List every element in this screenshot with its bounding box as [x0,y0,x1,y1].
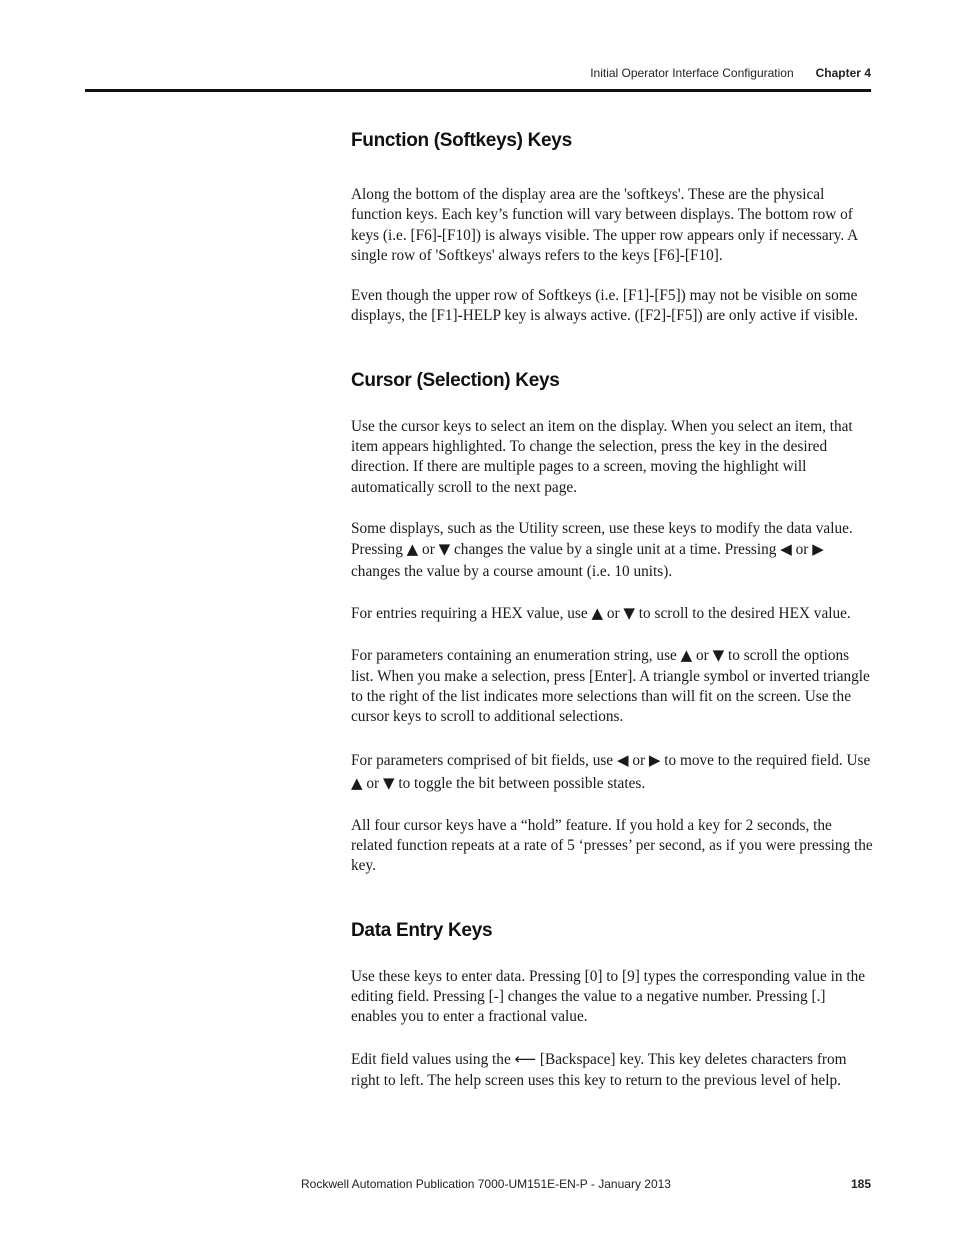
header-section-title: Initial Operator Interface Configuration [590,66,794,80]
down-arrow-icon: ▼ [712,646,725,665]
data-entry-paragraph-2: Edit field values using the ⟵ [Backspace] key. This key deletes characters from right to left. The help screen uses this key to return to the previous level of help. [351,1050,847,1089]
down-arrow-icon: ▼ [382,773,395,792]
up-arrow-icon: ▲ [351,773,363,792]
heading-data-entry-keys: Data Entry Keys [351,919,493,941]
left-arrow-icon: ◀ [616,750,629,769]
down-arrow-icon: ▼ [623,604,635,623]
up-arrow-icon: ▲ [680,646,693,665]
data-entry-paragraph-1: Use these keys to enter data. Pressing [0] to [9] types the corresponding value in the editing field. Pressing [-] changes the value to a negative number. Pressing [.] enables you to enter a fractional value. [351,967,866,1026]
header-rule [85,89,871,92]
cursor-keys-paragraph-6: All four cursor keys have a “hold” feature. If you hold a key for 2 seconds, the related function repeats at a rate of 5 ‘presses’ per second, as if you were pressing the key. [351,816,873,875]
cursor-keys-paragraph-1: Use the cursor keys to select an item on the display. When you select an item, that item appears highlighted. To change the selection, press the key in the desired direction. If there are multiple pages to a screen, moving the highlight will automatically scroll to the next page. [351,417,853,496]
heading-function-keys: Function (Softkeys) Keys [351,130,572,151]
down-arrow-icon: ▼ [438,540,451,559]
header-chapter: Chapter 4 [815,66,871,80]
backspace-arrow-icon: ⟵ [514,1050,537,1069]
running-header [590,66,871,80]
footer-publication: Rockwell Automation Publication 7000-UM151E-EN-P - January 2013 [301,1177,671,1191]
right-arrow-icon: ▶ [812,540,824,559]
up-arrow-icon: ▲ [406,540,419,559]
right-arrow-icon: ▶ [648,750,661,769]
cursor-keys-paragraph-4: For parameters containing an enumeration string, use ▲ or ▼ to scroll the options list. When you make a selection, press [Enter]. A triangle symbol or inverted triangle to the right of the list indicates more selections than will fit on the screen. Use the cursor keys to scroll to additional selections. [351,646,870,726]
up-arrow-icon: ▲ [591,604,603,623]
left-arrow-icon: ◀ [780,540,792,559]
function-keys-paragraph-2: Even though the upper row of Softkeys (i.e. [F1]-[F5]) may not be visible on some displays, the [F1]-HELP key is always active. ([F2]-[F5]) are only active if visible. [351,287,859,325]
cursor-keys-paragraph-2: Some displays, such as the Utility screen, use these keys to modify the data value. Pressing ▲ or ▼ changes the value by a single unit at a time. Pressing ◀ or ▶ changes the value by a course amount (i.e. 10 units). [351,519,853,580]
footer-page-number: 185 [850,1177,871,1191]
heading-cursor-keys: Cursor (Selection) Keys [351,369,560,391]
cursor-keys-paragraph-5: For parameters comprised of bit fields, use ◀ or ▶ to move to the required field. Use ▲ or ▼ to toggle the bit between possible states. [351,750,871,792]
page-content [351,130,873,1091]
cursor-keys-paragraph-3: For entries requiring a HEX value, use ▲ or ▼ to scroll to the desired HEX value. [351,604,851,623]
function-keys-paragraph-1: Along the bottom of the display area are the 'softkeys'. These are the physical function keys. Each key’s function will vary between displays. The bottom row of keys (i.e. [F6]-[F10]) is always visible. The upper row appears only if necessary. A single row of 'Softkeys' always refers to the keys [F6]-[F10]. [351,186,858,264]
